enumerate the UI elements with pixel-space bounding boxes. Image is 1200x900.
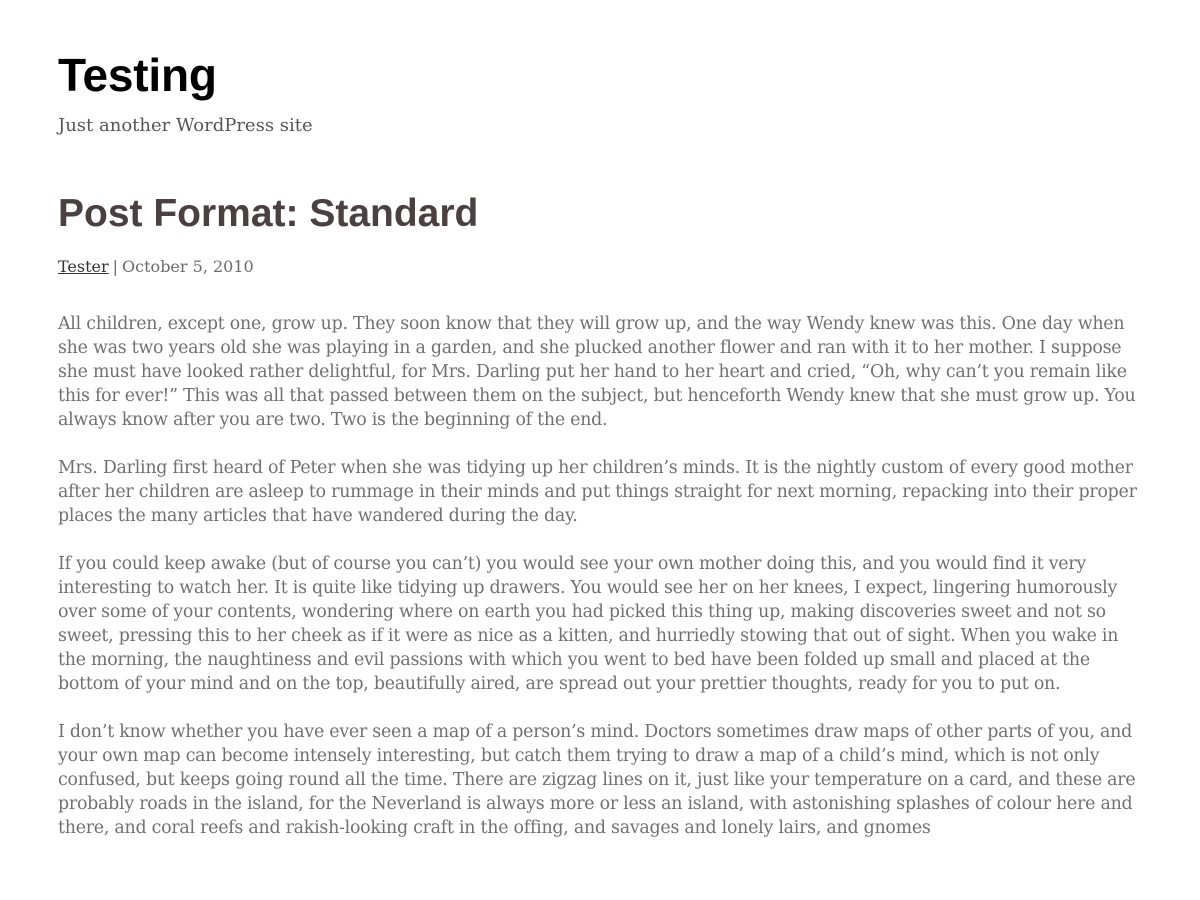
post-paragraph: If you could keep awake (but of course you can’t) you would see your own mother doing this, and you would find it very interesting to watch her. It is quite like tidying up drawers. You would see her on her knees, I expect, lingering humorously over some of your contents, wondering where on earth you had picked this thing up, making discoveries sweet and not so sweet, pressing this to her cheek as if it were as nice as a kitten, and hurriedly stowing that out of sight. When you wake in the morning, the naughtiness and evil passions with which you went to bed have been folded up small and placed at the bottom of your mind and on the top, beautifully aired, are spread out your prettier thoughts, ready for you to put on. bbox=[58, 554, 1119, 694]
post-author-link[interactable]: Tester bbox=[58, 257, 109, 276]
site-tagline: Just another WordPress site bbox=[58, 115, 313, 136]
post-paragraph: I don’t know whether you have ever seen a map of a person’s mind. Doctors sometimes draw maps of other parts of you, and your own map can become intensely interesting, but catch them trying to draw a map of a child’s mind, which is not only confused, but keeps going round all the time. There are zigzag lines on it, just like your temperature on a card, and these are probably roads in the island, for the Neverland is always more or less an island, with astonishing splashes of colour here and there, and coral reefs and rakish-looking craft in the offing, and savages and lonely lairs, and gnomes bbox=[58, 722, 1136, 838]
site-header bbox=[58, 0, 1144, 139]
post-title[interactable]: Post Format: Standard bbox=[58, 192, 479, 235]
post-paragraph: All children, except one, grow up. They soon know that they will grow up, and the way Wendy knew was this. One day when she was two years old she was playing in a garden, and she plucked another flower and ran with it to her mother. I suppose she must have looked rather delightful, for Mrs. Darling put her hand to her heart and cried, “Oh, why can’t you remain like this for ever!” This was all that passed between them on the subject, but henceforth Wendy knew that she must grow up. You always know after you are two. Two is the beginning of the end. bbox=[58, 314, 1136, 430]
post-paragraph: Mrs. Darling first heard of Peter when she was tidying up her children’s minds. It is the nightly custom of every good mother after her children are asleep to rummage in their minds and put things straight for next morning, repacking into their proper places the many articles that have wandered during the day. bbox=[58, 458, 1137, 526]
meta-separator: | bbox=[112, 257, 119, 276]
site-title[interactable]: Testing bbox=[58, 49, 217, 101]
post-content bbox=[58, 312, 1144, 840]
post-meta bbox=[58, 255, 1144, 279]
post bbox=[58, 192, 1144, 840]
post-date: October 5, 2010 bbox=[122, 257, 254, 276]
